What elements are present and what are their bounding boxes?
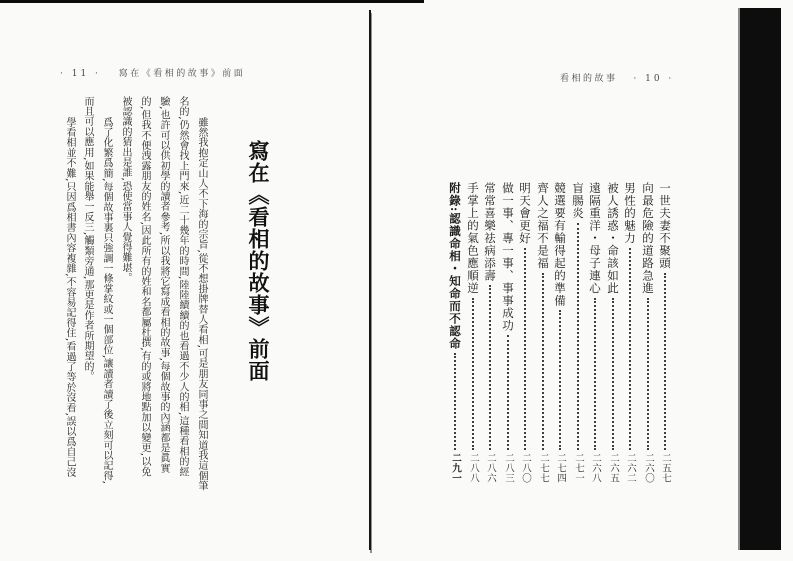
toc-page-number: 二七一 bbox=[573, 453, 584, 483]
toc-page-number: 二九一 bbox=[450, 453, 461, 483]
toc-entry bbox=[552, 182, 568, 483]
preface-column-6: 爲了化繁爲簡,每個故事裏只強調一條掌紋或一個部位,讓讀者讀了後立刻可以記得, bbox=[101, 117, 112, 485]
toc-entry-title: 齊人之福不是福 bbox=[536, 182, 550, 270]
toc-page-number: 二八八 bbox=[468, 453, 479, 483]
dotted-leader bbox=[647, 298, 649, 451]
toc-entry-title: 競選要有輸得起的準備 bbox=[553, 182, 567, 307]
dotted-leader bbox=[612, 298, 614, 451]
preface-column-4: 的,但我不便洩露朋友的姓名,因此所有的姓和名都屬杜撰,有的或將地點加以變更,以免 bbox=[139, 96, 150, 477]
toc-page-number: 二六五 bbox=[608, 453, 619, 483]
dotted-leader bbox=[454, 353, 456, 450]
dotted-leader bbox=[507, 335, 509, 450]
preface-main-title: 寫在︽看相的故事︾前面 bbox=[246, 140, 271, 382]
toc-entry bbox=[657, 182, 673, 483]
dotted-leader bbox=[629, 248, 631, 451]
toc-entry-title: 明天會更好 bbox=[518, 182, 532, 245]
left-page-number: · 11 · bbox=[60, 69, 101, 79]
toc-entry-title: 一世夫妻不聚頭 bbox=[658, 182, 672, 270]
toc-entry-title: 盲腸炎 bbox=[571, 182, 585, 220]
preface-column-8: 學看相並不難,只因爲相書內容複雜,不容易記得住,看過了等於沒看,誤以爲自己沒 bbox=[64, 117, 75, 478]
toc-entry-title: 常常喜樂祛病添壽 bbox=[483, 182, 497, 282]
left-running-header bbox=[60, 66, 245, 79]
toc-page-number: 二六二 bbox=[625, 453, 636, 483]
toc-entry bbox=[587, 182, 603, 483]
preface-column-7: 而且可以應用,如果能舉一反三,觸類旁通,那更是作者所期望的。 bbox=[82, 96, 93, 382]
preface-column-5: 被認識的猜出是誰,恐使當事人覺得難堪。 bbox=[120, 96, 131, 283]
toc-page-number: 二七七 bbox=[538, 453, 549, 483]
preface-column-2: 名的,仍然會找上門來,近二十幾年的時間,陸陸續續的也看過不少人的相,這種看相的經 bbox=[177, 96, 188, 477]
toc-entry bbox=[622, 182, 638, 483]
toc-entry bbox=[570, 182, 586, 483]
toc-entry-title: 附錄:認識命相・知命而不認命 bbox=[448, 182, 462, 350]
dotted-leader bbox=[472, 298, 474, 451]
toc-entry-title: 被人誘惑・命該如此 bbox=[606, 182, 620, 295]
dotted-leader bbox=[542, 273, 544, 451]
book-edge-bar bbox=[740, 8, 781, 550]
dotted-leader bbox=[559, 310, 561, 450]
dotted-leader bbox=[524, 248, 526, 451]
dotted-leader bbox=[664, 273, 666, 451]
toc-entry bbox=[640, 182, 656, 483]
dotted-leader bbox=[594, 298, 596, 451]
preface-column-3: 驗,也許可以供初學的讀者參考,所以我將它寫成看相的故事,每個故事的內涵都是眞實 bbox=[158, 96, 169, 474]
scan-top-artifact bbox=[0, 0, 424, 3]
right-header-book-title: 看相的故事 bbox=[560, 74, 618, 84]
toc-entry-title: 做一事、專一事、事事成功 bbox=[501, 182, 515, 332]
left-header-title: 寫在《看相的故事》前面 bbox=[118, 69, 246, 79]
toc-page-number: 二六〇 bbox=[643, 453, 654, 483]
toc-entry bbox=[605, 182, 621, 483]
toc-entry bbox=[500, 182, 516, 483]
toc-entry-appendix bbox=[447, 182, 463, 483]
toc-page-number: 二七四 bbox=[555, 453, 566, 483]
toc-entry-title: 向最危險的道路急進 bbox=[641, 182, 655, 295]
toc-page-number: 二八六 bbox=[485, 453, 496, 483]
right-page-number: · 10 · bbox=[633, 74, 675, 84]
toc-page-number: 二八三 bbox=[503, 453, 514, 483]
toc-page-number: 二五七 bbox=[660, 453, 671, 483]
preface-column-1: 雖然我抱定山人不下海的宗旨,從不想掛牌替人看相,可是朋友同事之間知道我這個筆 bbox=[196, 117, 207, 491]
toc-entry-title: 遠隔重洋・母子連心 bbox=[588, 182, 602, 295]
toc-page-number: 二六八 bbox=[590, 453, 601, 483]
toc-entry bbox=[482, 182, 498, 483]
dotted-leader bbox=[489, 285, 491, 450]
right-running-header bbox=[560, 71, 674, 84]
page-gutter-line bbox=[369, 10, 371, 550]
toc-entry bbox=[517, 182, 533, 483]
toc-entry-title: 手掌上的氣色應順逆 bbox=[466, 182, 480, 295]
toc-entry-title: 男性的魅力 bbox=[623, 182, 637, 245]
toc-entry bbox=[535, 182, 551, 483]
toc-entry bbox=[465, 182, 481, 483]
dotted-leader bbox=[577, 223, 579, 451]
toc-page-number: 二八〇 bbox=[520, 453, 531, 483]
